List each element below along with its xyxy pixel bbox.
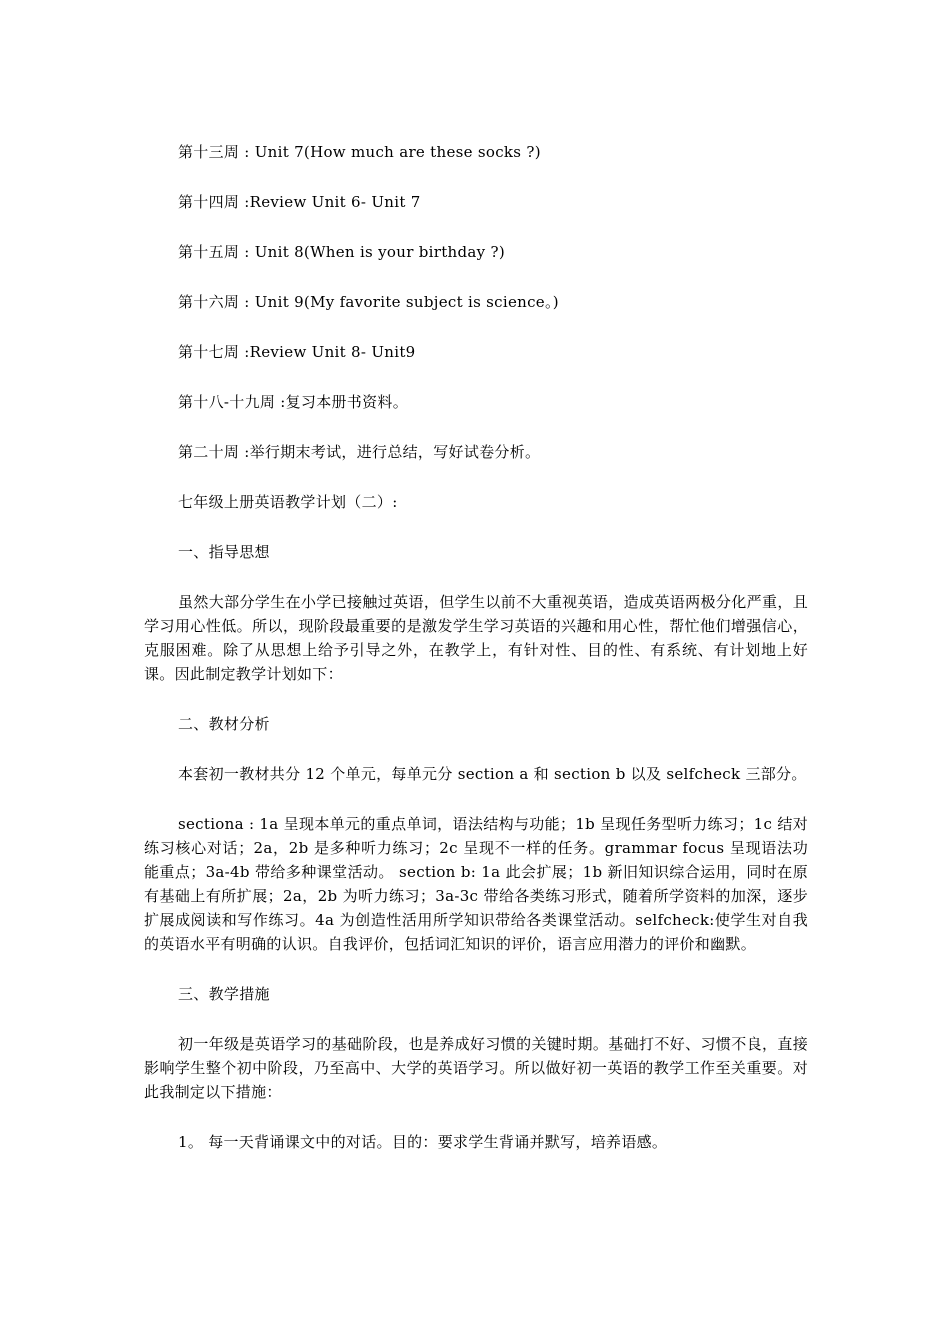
section-measures-heading: 三、教学措施: [178, 985, 270, 1003]
schedule-week-18-19: 第十八-十九周 :复习本册书资料。: [178, 393, 408, 411]
section-guiding-heading: 一、指导思想: [178, 543, 270, 561]
schedule-week-20: 第二十周 :举行期末考试，进行总结，写好试卷分析。: [178, 443, 541, 461]
document-body: [144, 140, 808, 1180]
section-guiding-body: 虽然大部分学生在小学已接触过英语，但学生以前不大重视英语，造成英语两极分化严重，且学习用心性低。所以，现阶段最重要的是激发学生学习英语的兴趣和用心性，帮忙他们增强信心，克服困难。除了从思想上给予引导之外，在教学上，有针对性、目的性、有系统、有计划地上好课。因此制定教学计划如下：: [144, 593, 808, 683]
section-measures-body: 初一年级是英语学习的基础阶段，也是养成好习惯的关键时期。基础打不好、习惯不良，直接影响学生整个初中阶段，乃至高中、大学的英语学习。所以做好初一英语的教学工作至关重要。对此我制定以下措施：: [144, 1035, 808, 1101]
schedule-week-13: 第十三周 : Unit 7(How much are these socks ?): [178, 143, 541, 161]
section-measures-item-1: 1。 每一天背诵课文中的对话。目的：要求学生背诵并默写，培养语感。: [178, 1133, 668, 1151]
schedule-week-17: 第十七周 :Review Unit 8- Unit9: [178, 343, 416, 361]
schedule-week-14: 第十四周 :Review Unit 6- Unit 7: [178, 193, 421, 211]
section-materials-heading: 二、教材分析: [178, 715, 270, 733]
section-materials-body-2: sectiona : 1a 呈现本单元的重点单词，语法结构与功能；1b 呈现任务型听力练习；1c 结对练习核心对话；2a，2b 是多种听力练习；2c 呈现不一样的任务。grammar focus 呈现语法功能重点；3a-4b 带给多种课堂活动。 section b: 1a 此会扩展；1b 新旧知识综合运用，同时在原有基础上有所扩展；2a，2b 为听力练习；3a-3c 带给各类练习形式，随着所学资料的加深，逐步扩展成阅读和写作练习。4a 为创造性活用所学知识带给各类课堂活动。selfcheck:使学生对自我的英语水平有明确的认识。自我评价，包括词汇知识的评价，语言应用潜力的评价和幽默。: [144, 815, 808, 953]
schedule-week-15: 第十五周 : Unit 8(When is your birthday ?): [178, 243, 505, 261]
schedule-week-16: 第十六周 : Unit 9(My favorite subject is science。): [178, 293, 559, 311]
plan-title: 七年级上册英语教学计划（二）:: [178, 493, 398, 511]
section-materials-body-1: 本套初一教材共分 12 个单元，每单元分 section a 和 section b 以及 selfcheck 三部分。: [178, 765, 807, 783]
